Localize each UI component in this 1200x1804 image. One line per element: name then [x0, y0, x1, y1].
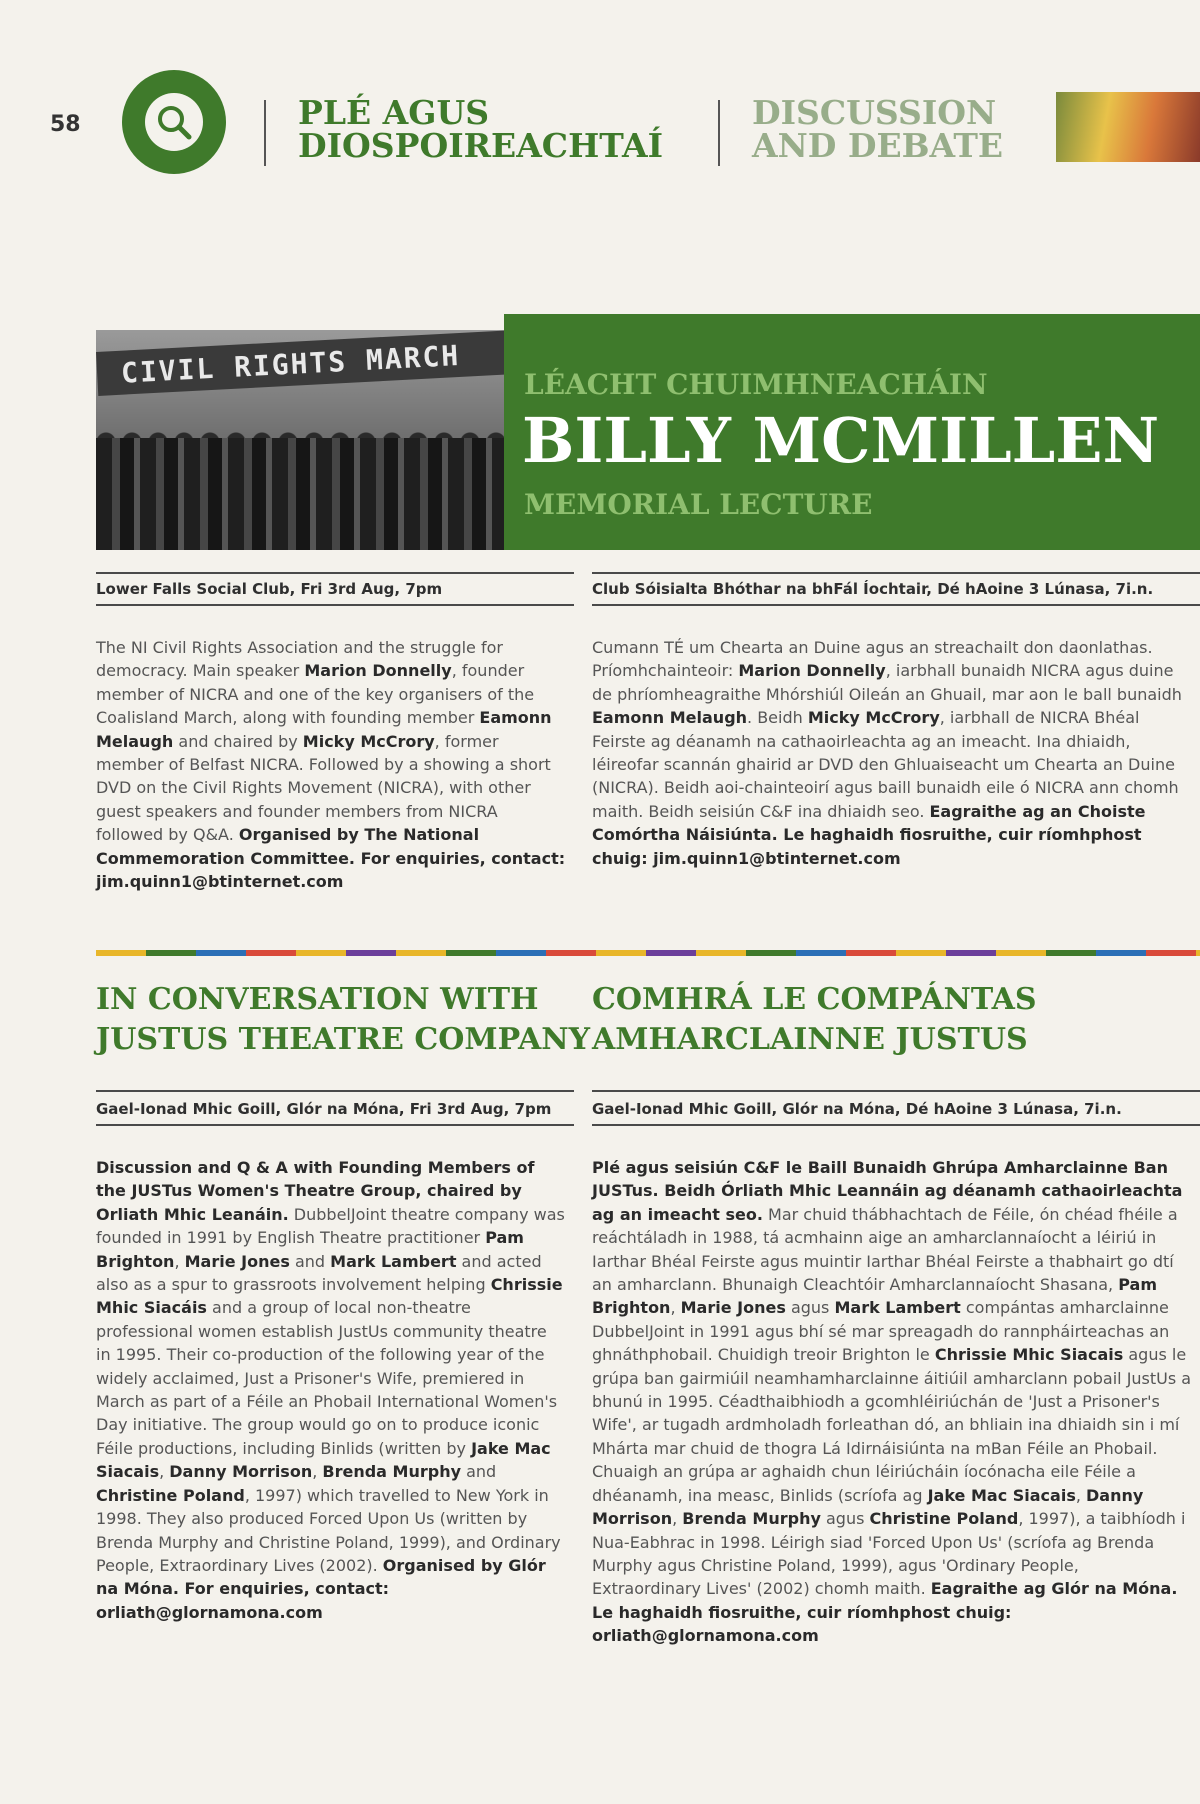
divider	[592, 1124, 1200, 1126]
event2-description-english: Discussion and Q & A with Founding Members of the JUSTus Women's Theatre Group, chaired by Orliath Mhic Leanáin. DubbelJoint theatre company was founded in 1991 by English Theatre practitioner Pam Brighton, Marie Jones and Mark Lambert and acted also as a spur to grassroots involvement helping Chrissie Mhic Siacáis and a group of local non-theatre professional women establish JustUs community theatre in 1995. Their co-production of the following year of the widely acclaimed, Just a Prisoner's Wife, premiered in March as part of a Féile an Phobail International Women's Day initiative. The group would go on to produce iconic Féile productions, including Binlids (written by Jake Mac Siacais, Danny Morrison, Brenda Murphy and Christine Poland, 1997) which travelled to New York in 1998. They also produced Forced Upon Us (written by Brenda Murphy and Christine Poland, 1999), and Ordinary People, Extraordinary Lives (2002). Organised by Glór na Móna. For enquiries, contact: orliath@glornamona.com	[96, 1158, 565, 1622]
march-sign-text: CIVIL RIGHTS MARCH	[120, 338, 461, 390]
divider	[592, 1090, 1200, 1092]
section-divider-stripe	[96, 950, 1200, 956]
event2-venue-english: Gael-Ionad Mhic Goill, Glór na Móna, Fri 3rd Aug, 7pm	[96, 1100, 552, 1118]
march-sign	[96, 330, 504, 396]
divider	[96, 572, 574, 574]
banner-title-block	[504, 314, 1200, 550]
header-divider	[264, 100, 266, 166]
banner-subtitle-irish: LÉACHT CHUIMHNEACHÁIN	[524, 368, 988, 401]
lecture-banner	[96, 314, 1200, 550]
event1-venue-english: Lower Falls Social Club, Fri 3rd Aug, 7pm	[96, 580, 443, 598]
divider	[592, 572, 1200, 574]
divider	[96, 604, 574, 606]
event2-venue-irish: Gael-Ionad Mhic Goill, Glór na Móna, Dé hAoine 3 Lúnasa, 7i.n.	[592, 1100, 1122, 1118]
event2-heading-irish: COMHRÁ LE COMPÁNTAS AMHARCLAINNE JUSTUS	[592, 982, 1037, 1057]
divider	[592, 604, 1200, 606]
event2-heading-english: IN CONVERSATION WITH JUSTUS THEATRE COMPANY	[96, 982, 591, 1057]
divider	[96, 1090, 574, 1092]
civil-rights-march-photo	[96, 330, 504, 550]
header-divider	[718, 100, 720, 166]
event2-description-irish: Plé agus seisiún C&F le Baill Bunaidh Ghrúpa Amharclainne Ban JUSTus. Beidh Órliath Mhic Leannáin ag déanamh cathaoirleachta ag an imeacht seo. Mar chuid thábhachtach de Féile, ón chéad fhéile a reáchtáladh in 1988, tá acmhainn aige an amharclannaíocht a léiriú in Iarthar Bhéal Feirste agus muintir Iarthar Bhéal Feirste a thabhairt go dtí an amharclann. Bhunaigh Cleachtóir Amharclannaíocht Shasana, Pam Brighton, Marie Jones agus Mark Lambert compántas amharclainne DubbelJoint in 1991 agus bhí sé mar spreagadh do rannpháirteachas an ghnáthphobail. Chuidigh treoir Brighton le Chrissie Mhic Siacais agus le grúpa ban gairmiúil neamhamharclainne áitiúil amharclann pobail JustUs a bhunú in 1995. Céadthaibhiodh a gcomhléiriúchán de 'Just a Prisoner's Wife', ar tugadh ardmholadh forleathan dó, an bhliain ina dhiaidh sin i mí Mhárta mar chuid de thogra Lá Idirnáisiúnta na mBan Féile an Phobail. Chuaigh an grúpa ar aghaidh chun léiriúcháin íocónacha eile Féile a dhéanamh, ina measc, Binlids (scríofa ag Jake Mac Siacais, Danny Morrison, Brenda Murphy agus Christine Poland, 1997), a taibhíodh i Nua-Eabhrac in 1998. Léirigh siad 'Forced Upon Us' (scríofa ag Brenda Murphy agus Christine Poland, 1999), agus 'Ordinary People, Extraordinary Lives' (2002) chomh maith. Eagraithe ag Glór na Móna. Le haghaidh fiosruithe, cuir ríomhphost chuig: orliath@glornamona.com	[592, 1158, 1192, 1646]
event1-description-english: The NI Civil Rights Association and the struggle for democracy. Main speaker Marion Donnelly, founder member of NICRA and one of the key organisers of the Coalisland March, along with founding member Eamonn Melaugh and chaired by Micky McCrory, former member of Belfast NICRA. Followed by a showing a short DVD on the Civil Rights Movement (NICRA), with other guest speakers and founder members from NICRA followed by Q&A. Organised by The National Commemoration Committee. For enquiries, contact: jim.quinn1@btinternet.com	[96, 638, 566, 892]
banner-subtitle-english: MEMORIAL LECTURE	[524, 488, 873, 521]
magnifier-speech-icon	[145, 93, 203, 151]
section-logo	[122, 70, 226, 174]
divider	[96, 1124, 574, 1126]
page-number: 58	[50, 112, 81, 137]
event1-venue-irish: Club Sóisialta Bhóthar na bhFál Íochtair, Dé hAoine 3 Lúnasa, 7i.n.	[592, 580, 1154, 598]
section-title-irish: PLÉ AGUS DIOSPOIREACHTAÍ	[298, 93, 664, 165]
corner-photo	[1056, 92, 1200, 162]
section-title-english: DISCUSSION AND DEBATE	[752, 93, 1004, 165]
banner-title: BILLY MCMILLEN	[522, 404, 1160, 477]
event1-description-irish: Cumann TÉ um Chearta an Duine agus an streachailt don daonlathas. Príomhchainteoir: Marion Donnelly, iarbhall bunaidh NICRA agus duine de phríomheagraithe Mhórshiúl Oileán an Ghuail, mar aon le ball bunaidh Eamonn Melaugh. Beidh Micky McCrory, iarbhall de NICRA Bhéal Feirste ag déanamh na cathaoirleachta ag an imeacht. Ina dhiaidh, léireofar scannán ghairid ar DVD den Ghluaiseacht um Chearta an Duine (NICRA). Beidh aoi-chainteoirí agus baill bunaidh eile ó NICRA ann chomh maith. Beidh seisiún C&F ina dhiaidh seo. Eagraithe ag an Choiste Comórtha Náisiúnta. Le haghaidh fiosruithe, cuir ríomhphost chuig: jim.quinn1@btinternet.com	[592, 638, 1182, 868]
